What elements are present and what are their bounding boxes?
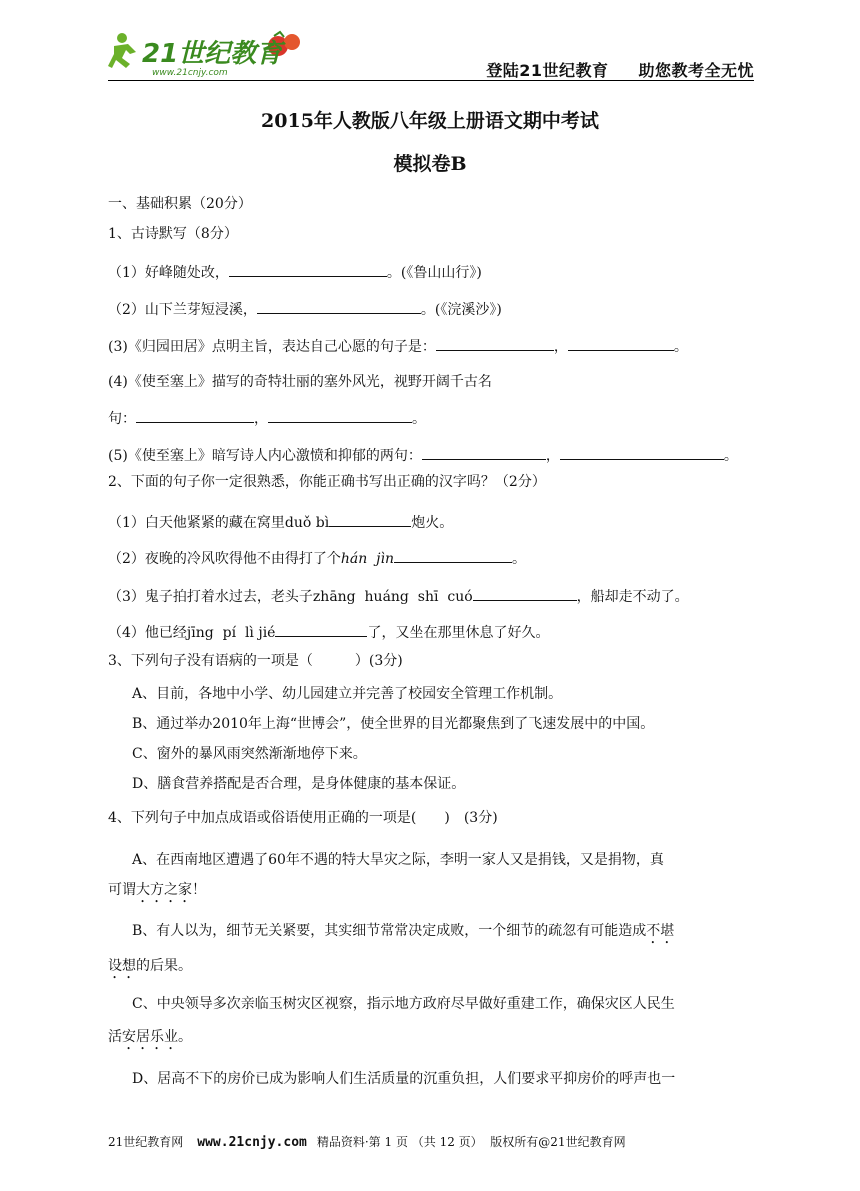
period: 。	[412, 411, 426, 427]
period: 。	[673, 339, 688, 355]
text: 活	[108, 1029, 122, 1045]
q2-item-2-end: 。	[512, 551, 527, 567]
q1-item-1	[108, 262, 482, 283]
q4-title: 4、下列句子中加点成语或俗语使用正确的一项是( ) (3分)	[108, 810, 498, 826]
q1-item-5-text: (5)《使至塞上》暗写诗人内心激愤和抑郁的两句：	[108, 448, 422, 464]
q1-item-1-source: 。(《鲁山山行》)	[386, 265, 482, 281]
text: B、有人以为，细节无关紧要，其实细节常常决定成败，一个细节的疏忽有可能造成	[132, 923, 647, 939]
section-heading: 一、基础积累（20分）	[108, 196, 252, 212]
q1-item-3	[108, 336, 688, 357]
q1-item-4-label: 句：	[108, 411, 136, 427]
q2-item-1	[108, 512, 453, 533]
separator: ，	[254, 411, 268, 427]
q2-item-4-end: 了，又坐在那里休息了好久。	[367, 625, 550, 641]
q1-item-2	[108, 299, 502, 320]
answer-blank[interactable]	[422, 445, 546, 460]
pinyin: jīng pí lì jié	[186, 625, 276, 641]
logo-text: 21世纪教育	[142, 39, 283, 69]
q2-item-4-text: （4）他已经	[108, 625, 187, 641]
footer-page-info: 精品资料·第 1 页 （共 12 页）	[316, 1135, 483, 1149]
q2-item-1-text: （1）白天他紧紧的藏在窝里	[108, 515, 285, 531]
dotted-idiom: 设想	[108, 958, 136, 974]
page-footer	[108, 1133, 626, 1150]
page-header	[108, 28, 754, 80]
answer-blank[interactable]	[257, 299, 421, 314]
answer-blank[interactable]	[560, 445, 724, 460]
q1-item-3-text: (3)《归园田居》点明主旨，表达自己心愿的句子是：	[108, 339, 436, 355]
dotted-idiom: 大方之家	[136, 882, 192, 898]
answer-blank[interactable]	[136, 408, 254, 423]
q1-item-4: (4)《使至塞上》描写的奇特壮丽的塞外风光，视野开阔千古名	[108, 374, 492, 390]
slogan-left: 登陆21世纪教育	[486, 61, 609, 80]
q1-item-2-source: 。(《浣溪沙》)	[420, 302, 502, 318]
footer-site: 21世纪教育网	[108, 1135, 184, 1149]
q4-option-a-line2	[108, 880, 206, 906]
exam-title: 2015年人教版八年级上册语文期中考试	[261, 110, 599, 132]
dotted-idiom: 不堪	[646, 923, 675, 939]
header-divider	[108, 80, 754, 81]
q1-item-5	[108, 445, 738, 466]
q1-title: 1、古诗默写（8分）	[108, 226, 238, 242]
answer-blank[interactable]	[394, 548, 512, 563]
footer-url[interactable]: www.21cnjy.com	[197, 1135, 307, 1150]
q3-option-c: C、窗外的暴风雨突然渐渐地停下来。	[132, 746, 367, 762]
q2-item-3-end: ，船却走不动了。	[576, 589, 689, 605]
q1-item-2-text: （2）山下兰芽短浸溪，	[108, 302, 257, 318]
answer-blank[interactable]	[473, 586, 577, 601]
dotted-idiom: 安居乐业	[122, 1029, 178, 1045]
answer-blank[interactable]	[229, 262, 387, 277]
pinyin: hán jìn	[340, 551, 395, 567]
q3-option-b: B、通过举办2010年上海“世博会”，使全世界的目光都聚焦到了飞速发展中的中国。	[132, 716, 655, 732]
q1-item-4-answer	[108, 408, 426, 429]
header-slogan	[486, 58, 754, 81]
pinyin: zhāng huáng shī cuó	[312, 589, 473, 605]
pinyin: duǒ bì	[284, 515, 330, 531]
q2-item-4	[108, 622, 549, 643]
footer-copyright: 版权所有@21世纪教育网	[490, 1135, 626, 1149]
q1-item-1-text: （1）好峰随处改，	[108, 265, 229, 281]
logo-url: www.21cnjy.com	[152, 68, 228, 78]
q2-item-3-text: （3）鬼子拍打着水过去，老头子	[108, 589, 313, 605]
q2-item-2	[108, 548, 526, 569]
q2-item-1-end: 炮火。	[411, 515, 454, 531]
slogan-right: 助您教考全无忧	[638, 61, 754, 80]
q2-item-2-text: （2）夜晚的冷风吹得他不由得打了个	[108, 551, 341, 567]
q4-option-b-line2	[108, 956, 192, 982]
q4-option-c-line1: C、中央领导多次亲临玉树灾区视察，指示地方政府尽早做好重建工作，确保灾区人民生	[132, 996, 675, 1012]
period: 。	[723, 448, 738, 464]
answer-blank[interactable]	[268, 408, 412, 423]
q2-item-3	[108, 586, 689, 607]
q4-option-d-line1: D、居高不下的房价已成为影响人们生活质量的沉重负担，人们要求平抑房价的呼声也一	[132, 1071, 676, 1087]
q4-option-a-line1: A、在西南地区遭遇了60年不遇的特大旱灾之际，李明一家人又是捐钱，又是捐物，真	[132, 852, 664, 868]
q3-title: 3、下列句子没有语病的一项是（ ）(3分)	[108, 653, 403, 669]
text: ！	[192, 882, 206, 898]
answer-blank[interactable]	[275, 622, 367, 637]
exam-subtitle: 模拟卷B	[393, 153, 467, 175]
answer-blank[interactable]	[568, 336, 674, 351]
answer-blank[interactable]	[329, 512, 411, 527]
q3-option-a: A、目前，各地中小学、幼儿园建立并完善了校园安全管理工作机制。	[132, 686, 563, 702]
separator: ，	[553, 339, 568, 355]
q4-option-c-line2	[108, 1027, 192, 1053]
21cnjy-logo	[108, 28, 308, 78]
q3-option-d: D、膳食营养搭配是否合理，是身体健康的基本保证。	[132, 776, 466, 792]
separator: ，	[545, 448, 560, 464]
q2-title: 2、下面的句子你一定很熟悉，你能正确书写出正确的汉字吗？（2分）	[108, 474, 546, 490]
text: 可谓	[108, 882, 136, 898]
text: 。	[178, 1029, 192, 1045]
answer-blank[interactable]	[436, 336, 554, 351]
q4-option-b-line1	[132, 921, 674, 947]
text: 的后果。	[136, 958, 192, 974]
